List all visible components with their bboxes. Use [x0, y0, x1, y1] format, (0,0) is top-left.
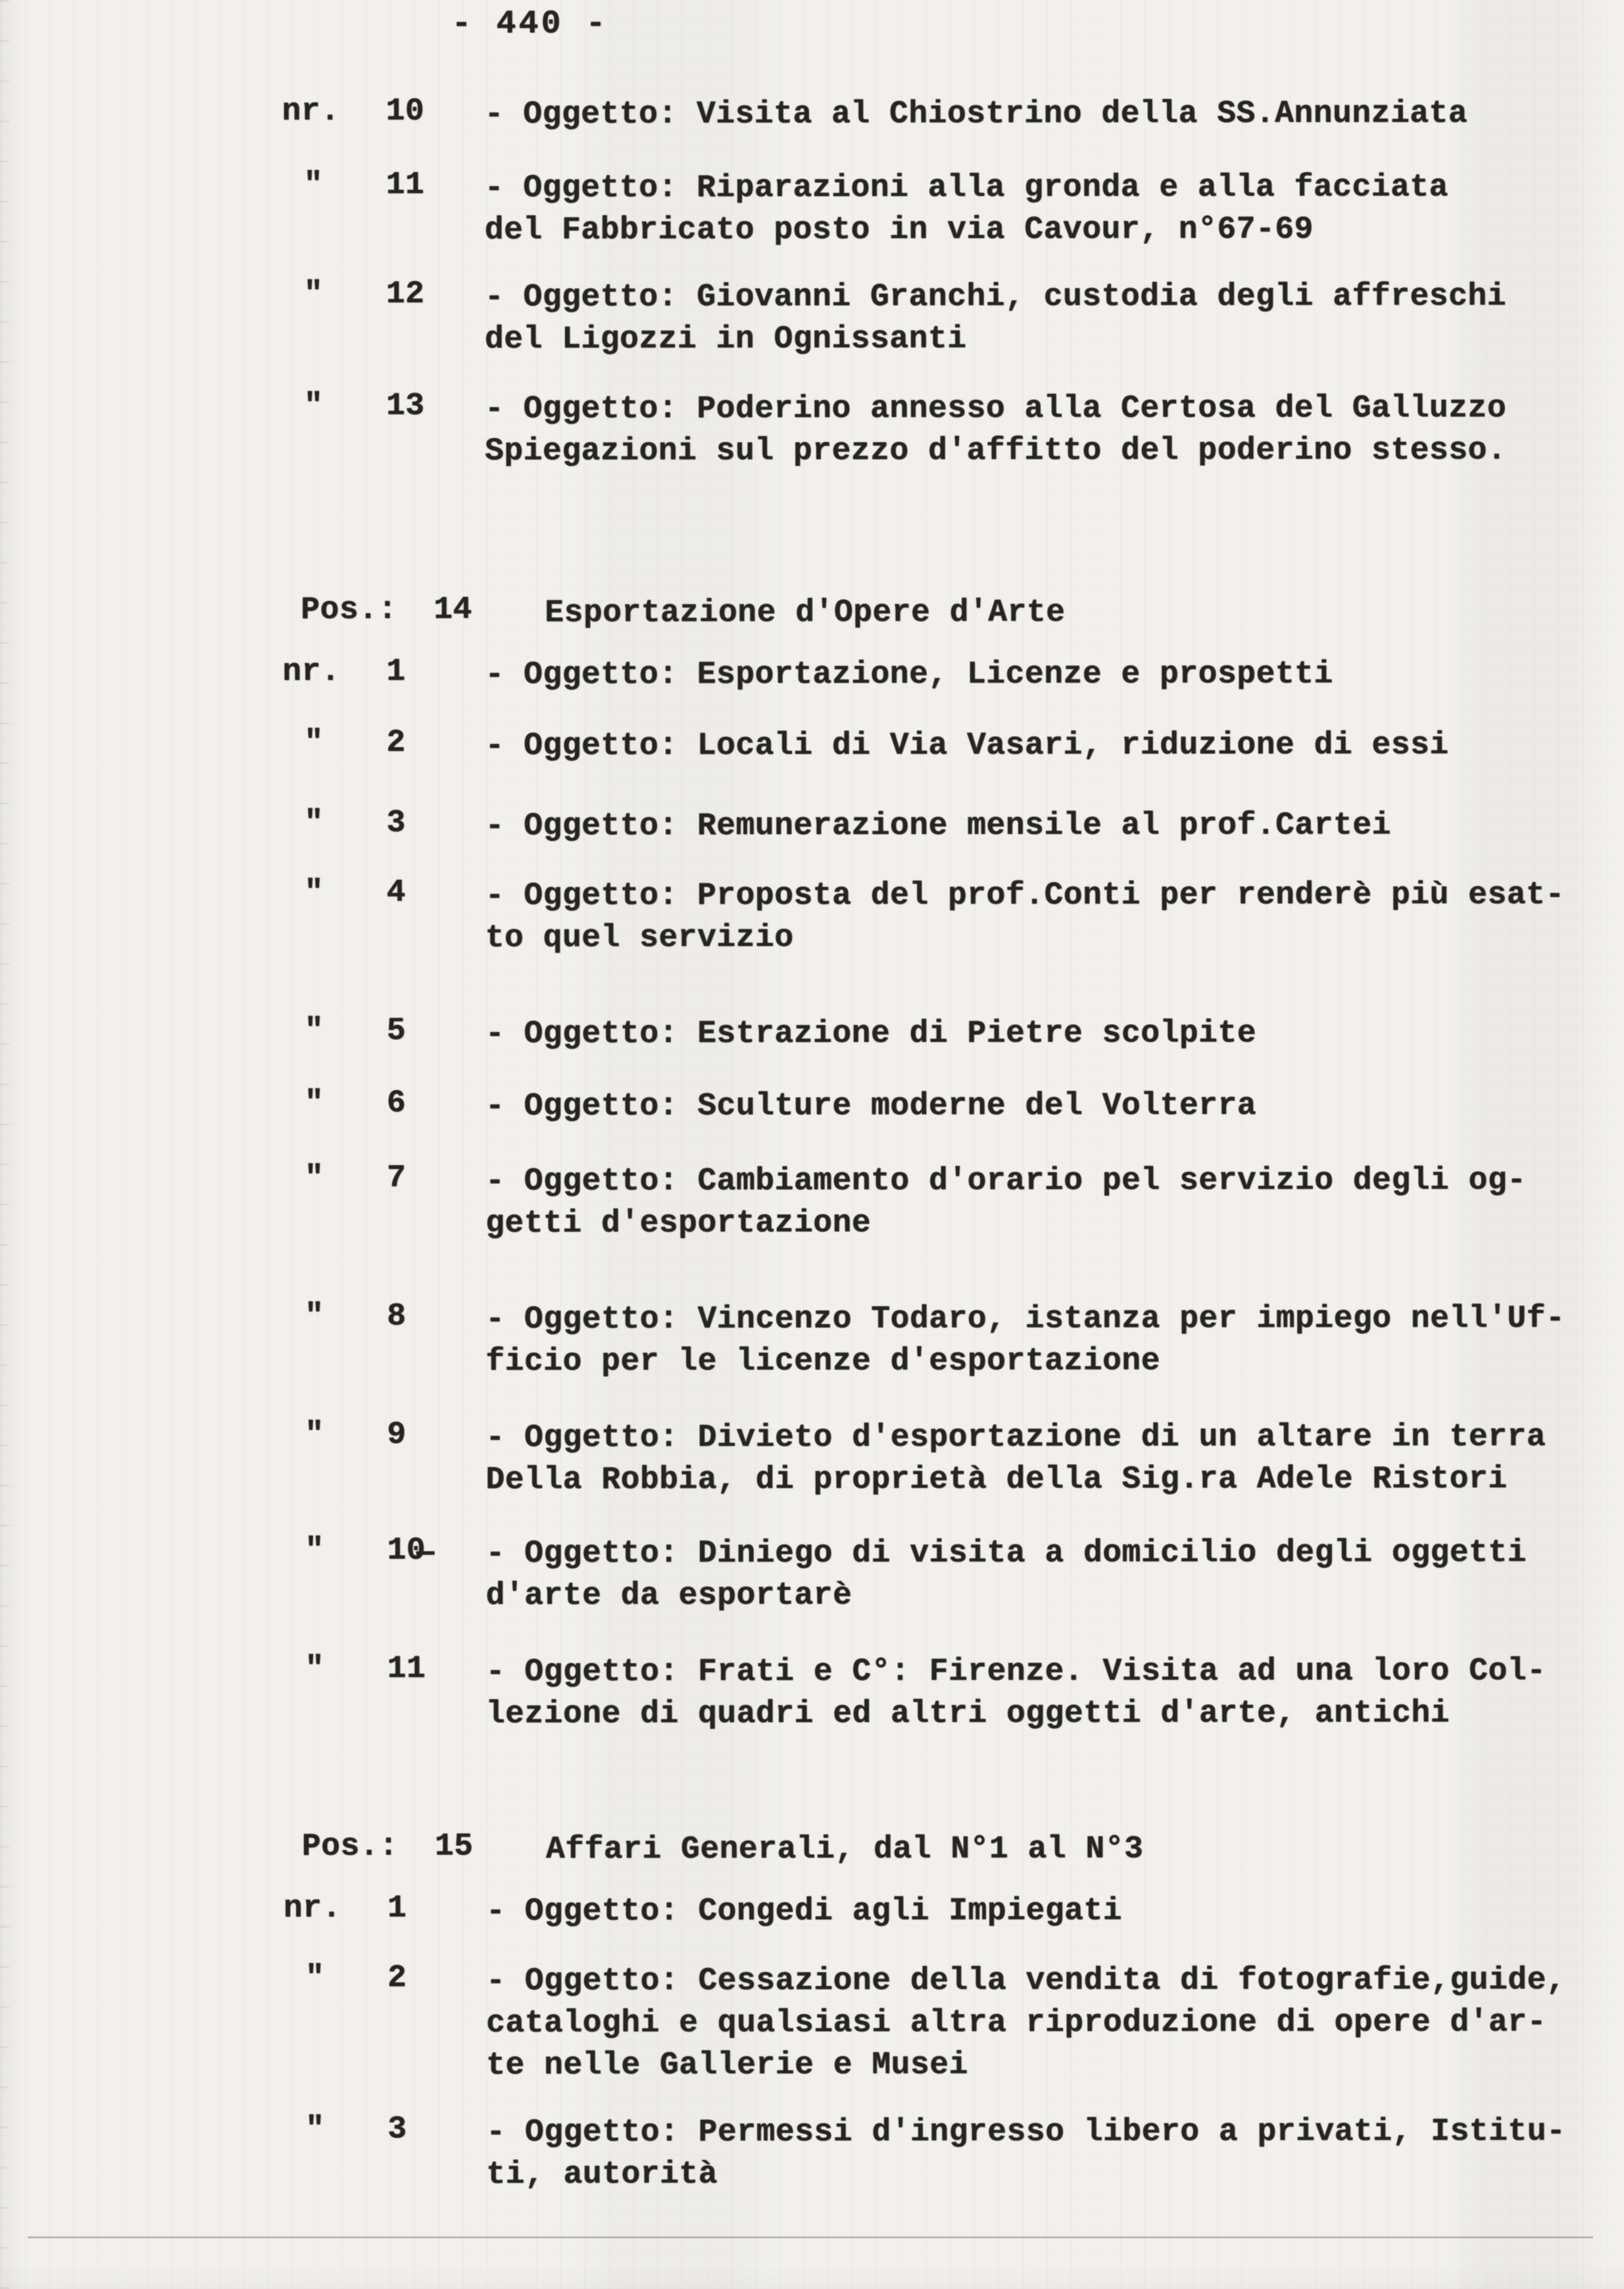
position-header-row [0, 591, 1623, 631]
entry-text [485, 1012, 1256, 1055]
position-header-row [1, 1828, 1624, 1868]
entry-row [1, 1890, 1624, 1930]
entry-number: 10̶ [387, 1533, 426, 1569]
entry-line: d'arte da esportarè [485, 1577, 852, 1614]
entry-row [0, 1085, 1624, 1125]
entry-row [0, 874, 1624, 956]
position-label: Pos.: [301, 1829, 399, 1865]
ditto-mark: " [304, 1085, 324, 1121]
entry-number: 4 [386, 875, 406, 911]
entry-text [485, 1160, 1527, 1244]
entry-row [0, 1416, 1624, 1498]
entry-line: te nelle Gallerie e Musei [486, 2047, 968, 2084]
entry-row [1, 1650, 1624, 1733]
entry-line: to quel servizio [485, 920, 794, 956]
entry-line: - Oggetto: Esportazione, Licenze e prospetti [485, 656, 1333, 693]
ditto-mark: " [305, 1160, 324, 1196]
entry-text [485, 166, 1448, 251]
entry-row [0, 1160, 1624, 1242]
entry-number: 7 [387, 1160, 406, 1196]
entry-row [0, 1012, 1624, 1052]
ditto-mark: " [303, 276, 324, 312]
entry-line: - Oggetto: Locali di Via Vasari, riduzione di essi [485, 727, 1449, 764]
entry-row [0, 93, 1623, 133]
entry-row [1, 1959, 1624, 2084]
ditto-mark: " [303, 167, 324, 203]
position-title [546, 1829, 1144, 1871]
entry-line: - Oggetto: Poderino annesso alla Certosa del Galluzzo [485, 391, 1507, 428]
page-number: - 440 - [451, 5, 608, 43]
entry-text [486, 2111, 1565, 2196]
entry-row [0, 166, 1623, 249]
entry-text [485, 276, 1506, 360]
ditto-mark: " [303, 388, 324, 424]
entry-text [485, 1416, 1546, 1501]
entry-number: 11 [387, 1651, 426, 1687]
entry-row [0, 804, 1624, 845]
entry-text [485, 1085, 1256, 1127]
entry-line: - Oggetto: Proposta del prof.Conti per renderè più esat- [485, 877, 1565, 914]
entry-row [0, 387, 1623, 470]
position-number: 14 [433, 592, 472, 628]
entry-line: ti, autorità [486, 2157, 718, 2193]
entry-line: ficio per le licenze d'esportazione [485, 1343, 1160, 1380]
entry-text [485, 387, 1506, 472]
ditto-mark: " [304, 805, 324, 841]
entry-line: - Oggetto: Permessi d'ingresso libero a privati, Istitu- [486, 2114, 1566, 2151]
entry-text [485, 804, 1391, 847]
entry-label: nr. [283, 1890, 341, 1927]
entry-number: 12 [385, 276, 425, 312]
entry-text [485, 653, 1333, 696]
entry-line: lezione di quadri ed altri oggetti d'arte, antichi [485, 1696, 1450, 1733]
entry-number: 13 [385, 388, 425, 424]
entry-number: 11 [385, 167, 425, 203]
entry-number: 2 [386, 725, 406, 761]
ditto-mark: " [305, 1651, 325, 1687]
entry-number: 10 [385, 93, 425, 130]
entry-number: 8 [387, 1298, 406, 1335]
entry-line: - Oggetto: Cambiamento d'orario pel servizio degli og- [485, 1163, 1527, 1200]
entry-line: del Fabbricato posto in via Cavour, n°67-69 [484, 212, 1314, 249]
entry-text [486, 1890, 1122, 1933]
entry-line: cataloghi e qualsiasi altra riproduzione di opere d'ar- [486, 2005, 1546, 2042]
ditto-mark: " [305, 1417, 324, 1453]
scan-artifact-line [28, 2236, 1593, 2238]
entry-line: - Oggetto: Sculture moderne del Volterra [485, 1088, 1257, 1125]
entry-line: Esportazione d'Opere d'Arte [545, 595, 1066, 631]
entry-line: getti d'esportazione [485, 1205, 872, 1242]
entry-line: - Oggetto: Congedi agli Impiegati [485, 1893, 1123, 1930]
entry-text [485, 1298, 1565, 1383]
entry-text [485, 93, 1468, 135]
ditto-mark: " [305, 1533, 324, 1569]
entry-label: nr. [282, 93, 340, 130]
entry-line: - Oggetto: Cessazione della vendita di fotografie,guide, [486, 1963, 1566, 2000]
entry-number: 3 [387, 2111, 407, 2148]
entry-text [486, 1532, 1527, 1617]
entry-number: 1 [387, 1890, 407, 1927]
entry-row [0, 653, 1623, 693]
entry-row [1, 1532, 1624, 1614]
ditto-mark: " [305, 1298, 324, 1335]
entry-line: - Oggetto: Riparazioni alla gronda e alla facciata [484, 170, 1448, 207]
ditto-mark: " [304, 725, 324, 761]
entry-text [486, 1959, 1565, 2086]
entry-line: - Oggetto: Vincenzo Todaro, istanza per impiego nell'Uf- [485, 1301, 1565, 1338]
entry-row [0, 1298, 1624, 1380]
entry-number: 5 [386, 1013, 406, 1049]
entry-line: - Oggetto: Divieto d'esportazione di un altare in terra [485, 1419, 1546, 1456]
entry-number: 9 [387, 1417, 406, 1453]
position-title [545, 592, 1065, 635]
entry-line: Spiegazioni sul prezzo d'affitto del poderino stesso. [485, 433, 1507, 470]
entry-number: 3 [386, 805, 406, 841]
ditto-mark: " [305, 1960, 325, 1996]
entry-text [485, 724, 1448, 767]
entry-line: del Ligozzi in Ognissanti [484, 321, 967, 358]
scan-edge-noise [0, 0, 9, 2289]
entry-row [1, 2111, 1624, 2193]
entry-row [0, 276, 1623, 358]
entry-text [485, 874, 1565, 959]
entry-line: - Oggetto: Visita al Chiostrino della SS.Annunziata [484, 96, 1468, 133]
entry-text [486, 1650, 1546, 1735]
entry-line: - Oggetto: Giovanni Granchi, custodia degli affreschi [484, 279, 1507, 316]
entry-number: 1 [386, 654, 406, 690]
entry-line: Della Robbia, di proprietà della Sig.ra Adele Ristori [485, 1462, 1508, 1498]
entry-line: - Oggetto: Estrazione di Pietre scolpite [485, 1016, 1257, 1052]
entry-line: - Oggetto: Diniego di visita a domicilio degli oggetti [485, 1535, 1527, 1572]
entry-line: Affari Generali, dal N°1 al N°3 [545, 1831, 1144, 1868]
ditto-mark: " [304, 1013, 324, 1049]
ditto-mark: " [305, 2111, 325, 2148]
entry-row [0, 724, 1623, 764]
ditto-mark: " [304, 875, 324, 911]
entry-line: - Oggetto: Remunerazione mensile al prof.Cartei [485, 808, 1391, 845]
entry-label: nr. [282, 654, 341, 690]
entry-line: - Oggetto: Frati e C°: Firenze. Visita ad una loro Col- [485, 1654, 1546, 1690]
position-label: Pos.: [301, 592, 397, 628]
entry-number: 2 [387, 1960, 407, 1996]
position-number: 15 [434, 1829, 474, 1865]
entry-number: 6 [386, 1085, 406, 1121]
